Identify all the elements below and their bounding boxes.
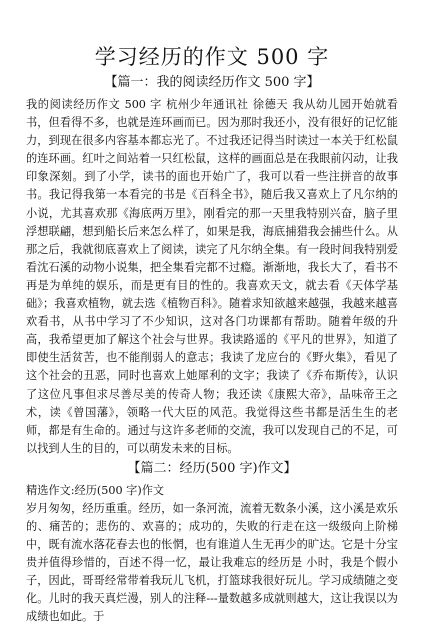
page-title: 学习经历的作文 500 字 bbox=[94, 45, 330, 69]
section-2-paragraph: 岁月匆匆，经历重重。经历，如一条河流，流着无数条小溪，这小溪是欢乐的、痛苦的；悲伤的、欢喜的；成功的，失败的行走在这一级级向上阶梯中，既有流水落花春去也的怅惘，也有谁道人生无再少的旷达。它是十分宝贵并值得珍惜的，百述不得一忆，最让我难忘的经历是 小时，我是个假小子，因此，哥哥经常带着我玩儿飞机，打篮球我很好玩儿。学习成绩随之变化。儿时的我天真烂漫，别人的注释---量数越多成就则越大，这让我误以为成绩也如此。于 bbox=[26, 501, 398, 624]
section-heading-1: 【篇一：我的阅读经历作文 500 字】 bbox=[104, 75, 320, 90]
section-heading-2: 【篇二：经历(500 字)作文】 bbox=[127, 460, 297, 476]
section-2-lead: 精选作文:经历(500 字)作文 bbox=[26, 483, 165, 497]
section-1-paragraph: 我的阅读经历作文 500 字 杭州少年通讯社 徐德天 我从幼儿园开始就看书，但看得不多，也就是连环画而已。因为那时我还小，没有很好的记忆能力，到现在很多内容基本都忘光了。不过我还记得当时读过一本关于红松鼠的连环画。红叶之间站着一只红松鼠，这样的画面总是在我眼前闪动，让我印象深刻。到了小学，读书的面也开始广了，我可以看一些注拼音的故事书。我记得我第一本看完的书是《百科全书》，随后我又喜欢上了凡尔纳的小说，尤其喜欢那《海底两万里》，刚看完的那一天里我特别兴奋，脑子里浮想联翩，想到船长后来怎么样了，如果是我，海底捕猎我会捕些什么。从那之后，我就彻底喜欢上了阅读，读完了凡尔纳全集。有一段时间我特别爱看沈石溪的动物小说集，把全集看完都不过瘾。渐渐地，我长大了，看书不再是为单纯的娱乐，而是更有目的性的。我喜欢天文，就去看《天体学基础》；我喜欢植物，就去选《植物百科》。随着求知欲越来越强，我越来越喜欢看书，从书中学习了不少知识，这对各门功课都有帮助。随着年级的升高，我希望更加了解这个社会与世界。我读路遥的《平凡的世界》，知道了即使生活贫苦，也不能削弱人的意志；我读了龙应台的《野火集》，看见了这个社会的丑恶，同时也喜欢上她犀利的文字；我读了《乔布斯传》，认识了这位凡事但求尽善尽美的传奇人物；我还读《康熙大帝》，品味帝王之术，读《曾国藩》，领略一代大臣的风范。我觉得这些书都是活生生的老师，都是有生命的。通过与这许多老师的交流，我可以发现自己的不足，可以找到人生的目的，可以萌发未来的目标。 bbox=[26, 98, 398, 455]
